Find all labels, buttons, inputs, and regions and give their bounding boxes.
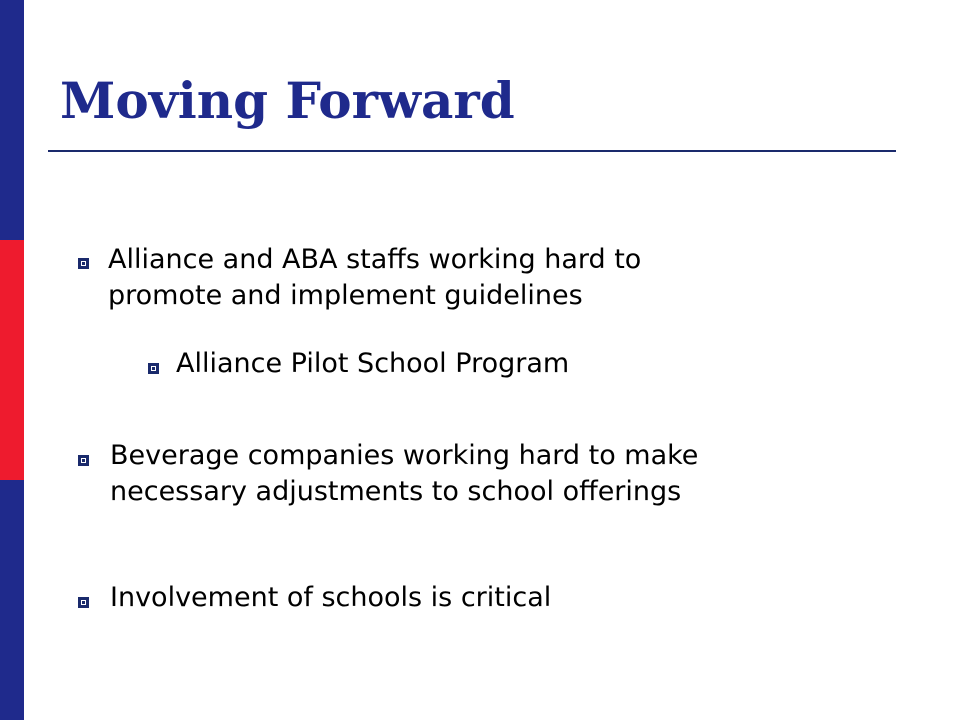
side-band-bottom [0, 480, 24, 720]
bullet-line: Involvement of schools is critical [110, 582, 552, 613]
hollow-square-bullet-icon [148, 363, 159, 374]
side-band-middle [0, 240, 24, 480]
sub-bullet-item-pilot-program [176, 346, 569, 382]
title-underline-rule [48, 150, 896, 152]
bullet-line: Alliance Pilot School Program [176, 348, 570, 379]
bullet-line: Beverage companies working hard to make [110, 440, 699, 471]
hollow-square-bullet-icon [78, 597, 89, 608]
bullet-item-schools [110, 580, 551, 616]
bullet-line: promote and implement guidelines [108, 280, 583, 311]
hollow-square-bullet-icon [78, 258, 89, 269]
bullet-item-staffs [108, 242, 641, 314]
slide-title: Moving Forward [60, 71, 515, 130]
hollow-square-bullet-icon [78, 455, 89, 466]
bullet-line: necessary adjustments to school offerings [110, 476, 682, 507]
bullet-item-beverage-companies [110, 438, 698, 510]
side-band-top [0, 0, 24, 240]
bullet-line: Alliance and ABA staffs working hard to [108, 244, 642, 275]
